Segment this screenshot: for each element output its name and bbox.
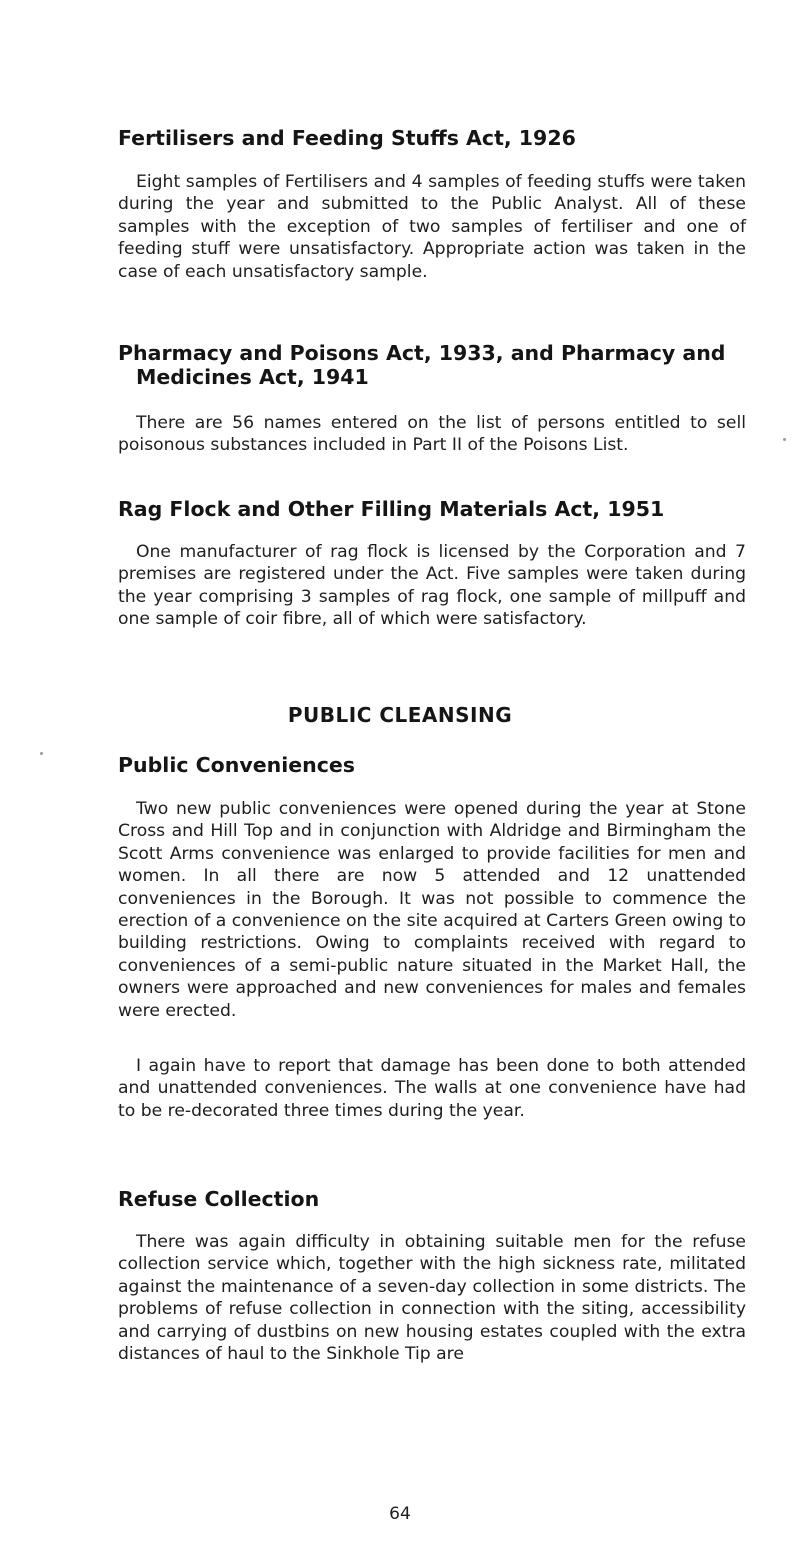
public-conveniences-paragraph-1: Two new public conveniences were opened during the year at Stone Cross and Hill Top and in conjunction with Aldridge and Birmingham the Scott Arms convenience was enlarged to provide facilities for men and women. In all there are now 5 attended and 12 unattended conveniences in the Borough. It was not possible to commence the erection of a convenience on the site acquired at Carters Green owing to building restrictions. Owing to complaints received with regard to conveniences of a semi-public nature situated in the Market Hall, the owners were approached and new conveniences for males and females were erected.	[118, 799, 746, 1021]
refuse-collection-heading: Refuse Collection	[118, 1187, 320, 1211]
scan-speck	[783, 438, 786, 441]
pharmacy-heading-line2: Medicines Act, 1941	[136, 365, 369, 389]
pharmacy-heading	[118, 341, 758, 389]
refuse-collection-paragraph: There was again difficulty in obtaining suitable men for the refuse collection service which, together with the high sickness rate, militated against the maintenance of a seven-day collection in some districts. The problems of refuse collection in connection with the siting, accessibility and carrying of dustbins on new housing estates coupled with the extra distances of haul to the Sinkhole Tip are	[118, 1232, 746, 1365]
public-conveniences-heading: Public Conveniences	[118, 753, 356, 777]
fertilisers-paragraph: Eight samples of Fertilisers and 4 samples of feeding stuffs were taken during the year and submitted to the Public Analyst. All of these samples with the exception of two samples of fertiliser and one of feeding stuff were unsatisfactory. Appropriate action was taken in the case of each unsatisfactory sample.	[118, 172, 746, 282]
rag-flock-heading: Rag Flock and Other Filling Materials Act, 1951	[118, 497, 665, 521]
pharmacy-paragraph: There are 56 names entered on the list of persons entitled to sell poisonous substances included in Part II of the Poisons List.	[118, 413, 746, 456]
page-number: 64	[389, 1504, 411, 1524]
pharmacy-heading-line1: Pharmacy and Poisons Act, 1933, and Pharmacy and	[118, 341, 726, 365]
public-conveniences-paragraph-2: I again have to report that damage has been done to both attended and unattended conveniences. The walls at one convenience have had to be re-decorated three times during the year.	[118, 1056, 746, 1121]
fertilisers-heading: Fertilisers and Feeding Stuffs Act, 1926	[118, 126, 576, 150]
rag-flock-paragraph: One manufacturer of rag flock is licensed by the Corporation and 7 premises are registered under the Act. Five samples were taken during the year comprising 3 samples of rag flock, one sample of millpuff and one sample of coir fibre, all of which were satisfactory.	[118, 542, 746, 630]
scan-speck	[40, 752, 43, 755]
public-cleansing-title: PUBLIC CLEANSING	[287, 703, 513, 727]
